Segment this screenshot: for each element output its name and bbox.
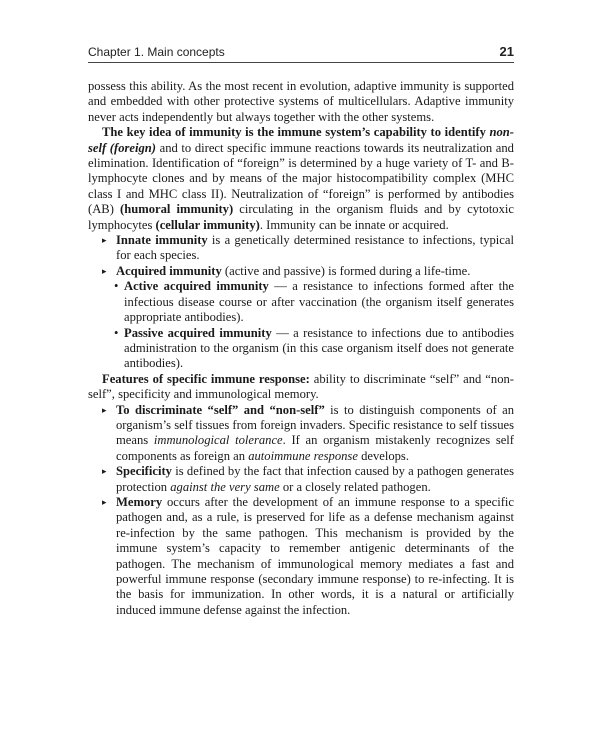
acquired-term: Acquired immunity [116,263,222,278]
book-page [88,44,514,618]
discriminate-term: To discriminate “self” and “non-self” [116,402,325,417]
innate-term: Innate immunity [116,233,208,248]
sublist-item-active: • Active acquired immunity — a resistance to infections formed after the infectious disease course or after vaccination (the organism itself generates appropriate antibodies). [114,279,515,325]
paragraph-key-idea: The key idea of immunity is the immune system’s capability to identify non-self (foreign) and to direct specific immune reactions towards its neutralization and elimination. Identification of “foreign” is determined by a huge variety of T- and B-lymphocyte clones and by means of the major histocompatibility complex (MHC class I and MHC class II). Neutralization of “foreign” is performed by antibodies (AB) (humoral immunity) circulating in the organism fluids and by cytotoxic lymphocytes (cellular immunity). Immunity can be innate or acquired. [88,125,514,232]
triangle-bullet-icon: ▸ [102,496,107,507]
paragraph-adaptive: possess this ability. As the most recent in evolution, adaptive immunity is supported and embedded with other protective systems of multicellulars. Adaptive immunity never acts independently but always together with the other systems. [88,79,514,124]
triangle-bullet-icon: ▸ [102,265,107,276]
humoral-immunity-term: (humoral immunity) [120,202,234,217]
passive-term: Passive acquired immunity [124,325,272,340]
non-self-term: non-self (foreign) [88,125,514,155]
triangle-bullet-icon: ▸ [102,404,107,415]
paragraph-features: Features of specific immune response: ability to discriminate “self” and “non-self”, specificity and immunological memory. [88,371,514,402]
features-term: Features of specific immune response: [102,371,310,386]
list-item-acquired: ▸ Acquired immunity (active and passive) is formed during a life-time. [102,263,471,278]
list-item-specificity: ▸ Specificity is defined by the fact that infection caused by a pathogen generates protection against the very same or a closely related pathogen. [102,464,514,494]
cellular-immunity-term: (cellular immunity) [155,217,260,232]
chapter-title: Chapter 1. Main concepts [88,45,225,59]
memory-term: Memory [116,494,163,509]
page-body [88,79,514,618]
running-header [88,44,514,63]
list-item-discriminate: ▸ To discriminate “self” and “non-self” is to distinguish components of an organism’s self tissues from foreign invaders. Specific resistance to self tissues means immunological tolerance. If an organism mistakenly recognizes self components as foreign an autoimmune response develops. [102,402,515,463]
list-item-innate: ▸ Innate immunity is a genetically determined resistance to infections, typical for each species. [102,233,514,263]
dot-bullet-icon: • [114,279,119,294]
dot-bullet-icon: • [114,325,119,340]
sublist-item-passive: • Passive acquired immunity — a resistance to infections due to antibodies administration to the organism (in this case organism itself does not generate antibodies). [114,325,514,371]
key-idea-lead: The key idea of immunity is the immune system’s capability to identify [102,125,490,140]
list-item-memory: ▸ Memory occurs after the development of an immune response to a specific pathogen and, as a rule, is preserved for life as a defense mechanism against re-infection by the same pathogen. This mechanism is provided by the immune system’s capacity to remember antigenic determinants of the pathogen. The mechanism of immunological memory mediates a fast and powerful immune response (secondary immune response) to re-infecting. It is the basis for immunization. In other words, it is a natural or artificially induced immune defense against the infection. [102,494,514,617]
specificity-term: Specificity [116,464,172,479]
triangle-bullet-icon: ▸ [102,235,107,246]
page-number: 21 [499,44,514,59]
triangle-bullet-icon: ▸ [102,466,107,477]
active-term: Active acquired immunity [124,279,269,294]
